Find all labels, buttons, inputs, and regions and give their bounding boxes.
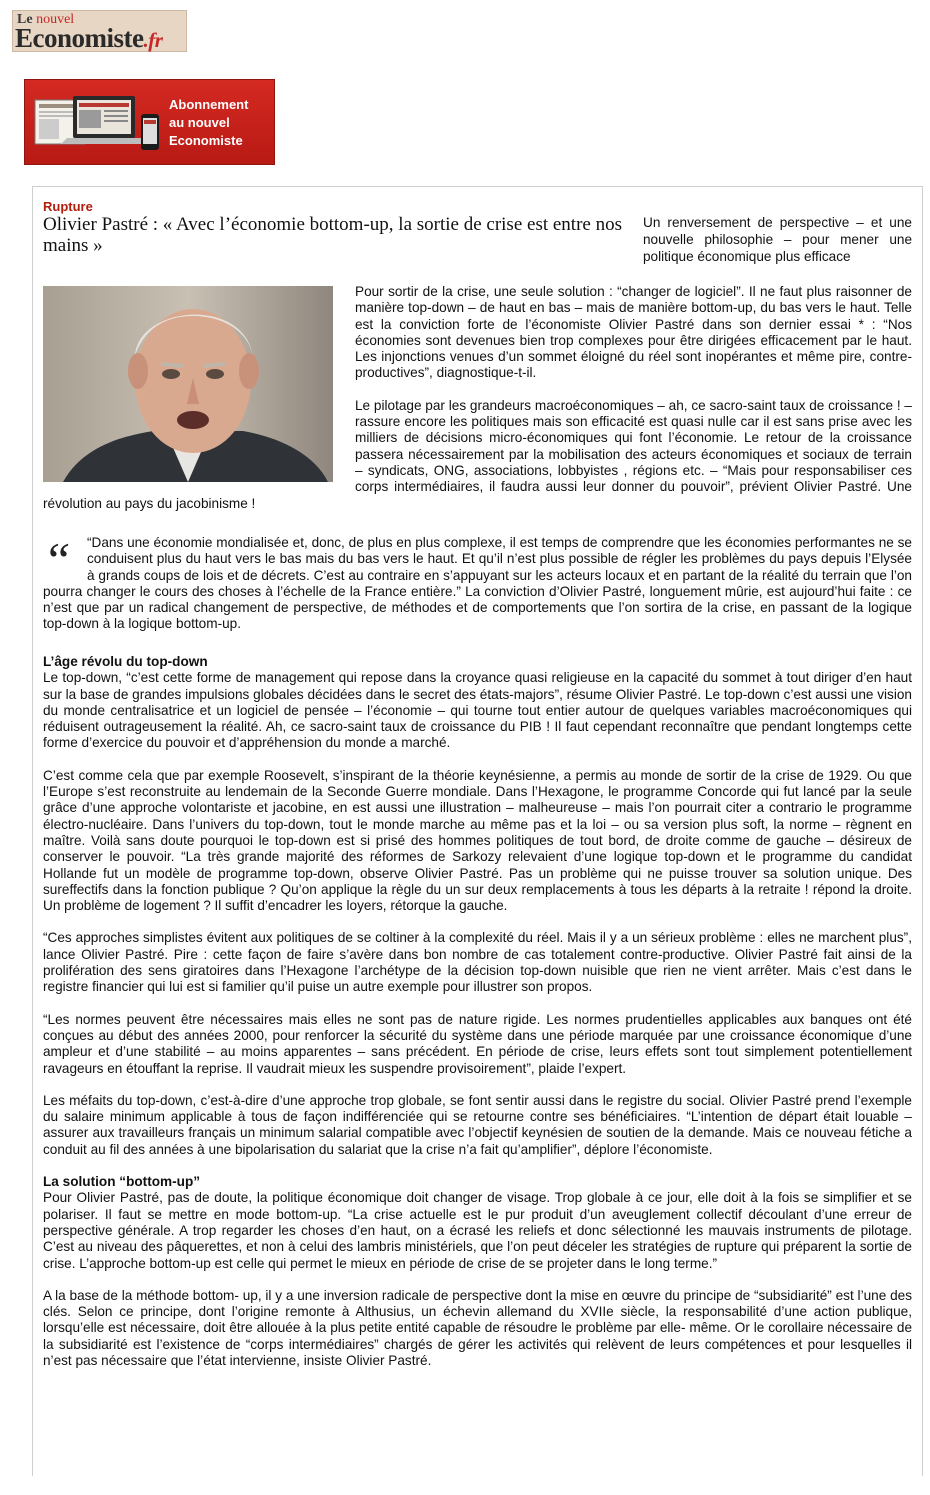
article-lead: Un renversement de perspective – et une nouvelle philosophie – pour mener une politique économique plus efficace bbox=[643, 215, 912, 264]
banner-text: Abonnement au nouvel Economiste bbox=[169, 97, 249, 148]
section-heading-2: La solution “bottom-up” bbox=[43, 1174, 201, 1190]
section-1-paragraph-4: “Les normes peuvent être nécessaires mais elles ne sont pas de nature rigide. Les normes prudentielles applicables aux banques ont été conçues au début des années 2000, pour renforcer la sécurité du système dans une période marquée par une croissance économique d’une ampleur et d’une stabilité – au moins apparentes – sans précédent. En période de crise, leurs effets sont tout simplement potentiellement ravageurs en étouffant la reprise. Il vaudrait mieux les suspendre provisoirement”, plaide l’expert. bbox=[43, 1011, 912, 1076]
quote-text: “Dans une économie mondialisée et, donc, de plus en plus complexe, il est temps de comprendre que les économies performantes ne se conduisent plus du haut vers le bas mais du bas vers le haut. Et qu’il n’est plus possible de régler les problèmes du pays depuis l’Elysée à grands coups de lois et de décrets. C’est au contraire en s’appuyant sur les acteurs locaux et en partant de la réalité du terrain que l’on pourra changer le cours des choses à l’échelle de la France entière.” La conviction d’Olivier Pastré, longuement mûrie, est aujourd’hui faite : ce n’est que par un radical changement de perspective, de méthodes et de comportements que l’on sortira de la crise, en passant de la logique top-down à la logique bottom-up. bbox=[43, 535, 912, 632]
section-2-paragraph-2: A la base de la méthode bottom- up, il y a une inversion radicale de perspective dont la mise en œuvre du principe de “subsidiarité” est l’une des clés. Selon ce principe, dont l’origine remonte à Althusius, un échevin allemand du XVIIe siècle, la responsabilité d’une action publique, lorsqu’elle est nécessaire, doit être allouée à la plus petite entité capable de résoudre le problème par elle- même. Or le corollaire nécessaire de la subsidiarité est l’existence de “corps intermédiaires” chargés de gérer les activités qui relèvent de leurs compétences et pour lesquelles il n’est pas nécessaire que l’état intervienne, insiste Olivier Pastré. bbox=[43, 1287, 912, 1368]
article-rubric[interactable]: Rupture bbox=[43, 199, 93, 214]
logo-line-1: Le nouvel bbox=[17, 12, 75, 27]
site-logo[interactable] bbox=[12, 10, 187, 52]
devices-illustration-icon bbox=[33, 94, 163, 154]
subscription-banner[interactable] bbox=[24, 79, 275, 165]
article-body bbox=[43, 654, 912, 1385]
section-heading-1: L’âge révolu du top-down bbox=[43, 654, 208, 669]
section-1-paragraph-1: Le top-down, “c’est cette forme de management qui repose dans la croyance quasi religieuse en la capacité du sommet à tout diriger d’en haut sur la base de grandes impulsions globales décidées dans le secret des états-majors”, résume Olivier Pastré. Le top-down c’est aussi une vision du monde centralisatrice et un logiciel de pensée – l’économie – qui tourne tout entier autour de quelques variables macroéconomiques qui réduisent outrageusement la réalité. Ah, ce sacro-saint taux de croissance du PIB ! Il faut cependant reconnaître que pendant longtemps cette forme d’exercice du pouvoir et d’appréhension du monde a marché. bbox=[43, 670, 912, 751]
section-1-paragraph-2: C’est comme cela que par exemple Roosevelt, s’inspirant de la théorie keynésienne, a permis au monde de sortir de la crise de 1929. Ou que l’Europe s’est reconstruite au lendemain de la Seconde Guerre mondiale. Dans l’Hexagone, le programme Concorde qui fut lancé par la seule grâce d’une approche volontariste et jacobine, en est aussi une illustration – malheureuse – mais l’on pourrait citer a contrario le programme électro-nucléaire. Dans l’univers du top-down, tout le monde marche au même pas et la loi – ou sa version plus soft, la norme – règnent en maître. Voilà sans doute pourquoi le top-down est si prisé des hommes politiques de tout bord, de droite comme de gauche – désireux de conserver le pouvoir. “La très grande majorité des réformes de Sarkozy relevaient d’une logique top-down et le programme du candidat Hollande fut un modèle de programme top-down, observe Olivier Pastré. Pas un problème qui ne puisse trouver sa solution unique. Des sureffectifs dans la fonction publique ? Qu’on applique la règle du un sur deux remplacements à tous les départs à la retraite ! répond la droite. Un problème de logement ? Il suffit d’encadrer les loyers, rétorque la gauche. bbox=[43, 767, 912, 914]
article-title: Olivier Pastré : « Avec l’économie bottom-up, la sortie de crise est entre nos mains » bbox=[43, 214, 622, 256]
pull-quote bbox=[43, 532, 912, 633]
logo-line-2: Economiste.fr bbox=[15, 23, 163, 53]
section-1-paragraph-3: “Ces approches simplistes évitent aux politiques de se coltiner à la complexité du réel. Mais il y a un sérieux problème : elles ne marchent plus”, lance Olivier Pastré. Pire : cette façon de faire s’avère dans bon nombre de cas totalement contre-productive. Olivier Pastré fait ainsi de la prolifération des sens giratoires dans l’Hexagone l’archétype de la décision top-down nuisible que rien ne vient arrêter. Mais c’est dans le registre financier qui lui est si familier qu’il puise un autre exemple pour illustrer son propos. bbox=[43, 930, 912, 995]
section-2-paragraph-1: Pour Olivier Pastré, pas de doute, la politique économique doit changer de visage. Trop globale à ce jour, elle doit à la fois se simplifier et se polariser. Il faut se mettre en mode bottom-up. “La crise actuelle est le pur produit d’un aveuglement collectif découlant d’une erreur de perspective générale. A trop regarder les choses d’en haut, on a écrasé les reliefs et donc sélectionné les mauvais instruments de pilotage. C’est au niveau des pâquerettes, et non à celui des lambris ministériels, que l’on peut déceler les stratégies de rupture qui préparent la sortie de crise. L’approche bottom-up est celle qui permet le mieux en période de crise de se projeter dans le long terme.” bbox=[43, 1190, 912, 1271]
quote-mark-icon: “ bbox=[43, 532, 71, 588]
section-1-paragraph-5: Les méfaits du top-down, c’est-à-dire d’une approche trop globale, se font sentir aussi dans le registre du social. Olivier Pastré prend l’exemple du salaire minimum applicable à tous de façon indifférenciée qui se retourne contre ses bénéficiaires. “L’intention de départ était louable – assurer aux travailleurs français un minimum salarial compatible avec l’objectif keynésien de soutien de la demande. Mais ce nouveau fétiche a conduit au fil des années à une bipolarisation du salariat que la crise n’a fait qu’amplifier”, déplore l’économiste. bbox=[43, 1092, 912, 1157]
article-intro bbox=[43, 284, 912, 528]
intro-paragraph-2: Le pilotage par les grandeurs macroéconomiques – ah, ce sacro-saint taux de croissance ! – rassure encore les politiques mais son efficacité est quasi nulle car il est sans prise avec les milliers de décisions micro-économiques qui font l’économie. Le retour de la croissance passera nécessairement par la mobilisation des acteurs économiques et sociaux de terrain – syndicats, ONG, associations, lobbyistes , régions etc. – “Mais pour responsabiliser ces corps intermédiaires, il faudra aussi leur donner du pouvoir”, prévient Olivier Pastré. Une révolution au pays du jacobinisme ! bbox=[43, 397, 912, 511]
intro-paragraph-1: Pour sortir de la crise, une seule solution : “changer de logiciel”. Il ne faut plus raisonner de manière top-down – de haut en bas – mais de manière bottom-up, du bas vers le haut. Telle est la conviction forte de l’économiste Olivier Pastré dans son dernier essai * : “Nos économies sont devenues bien trop complexes pour être dirigées efficacement par le haut. Les injonctions venues d’un sommet éloigné du réel sont inopérantes et même pire, contre-productives”, diagnostique-t-il. bbox=[355, 284, 912, 381]
